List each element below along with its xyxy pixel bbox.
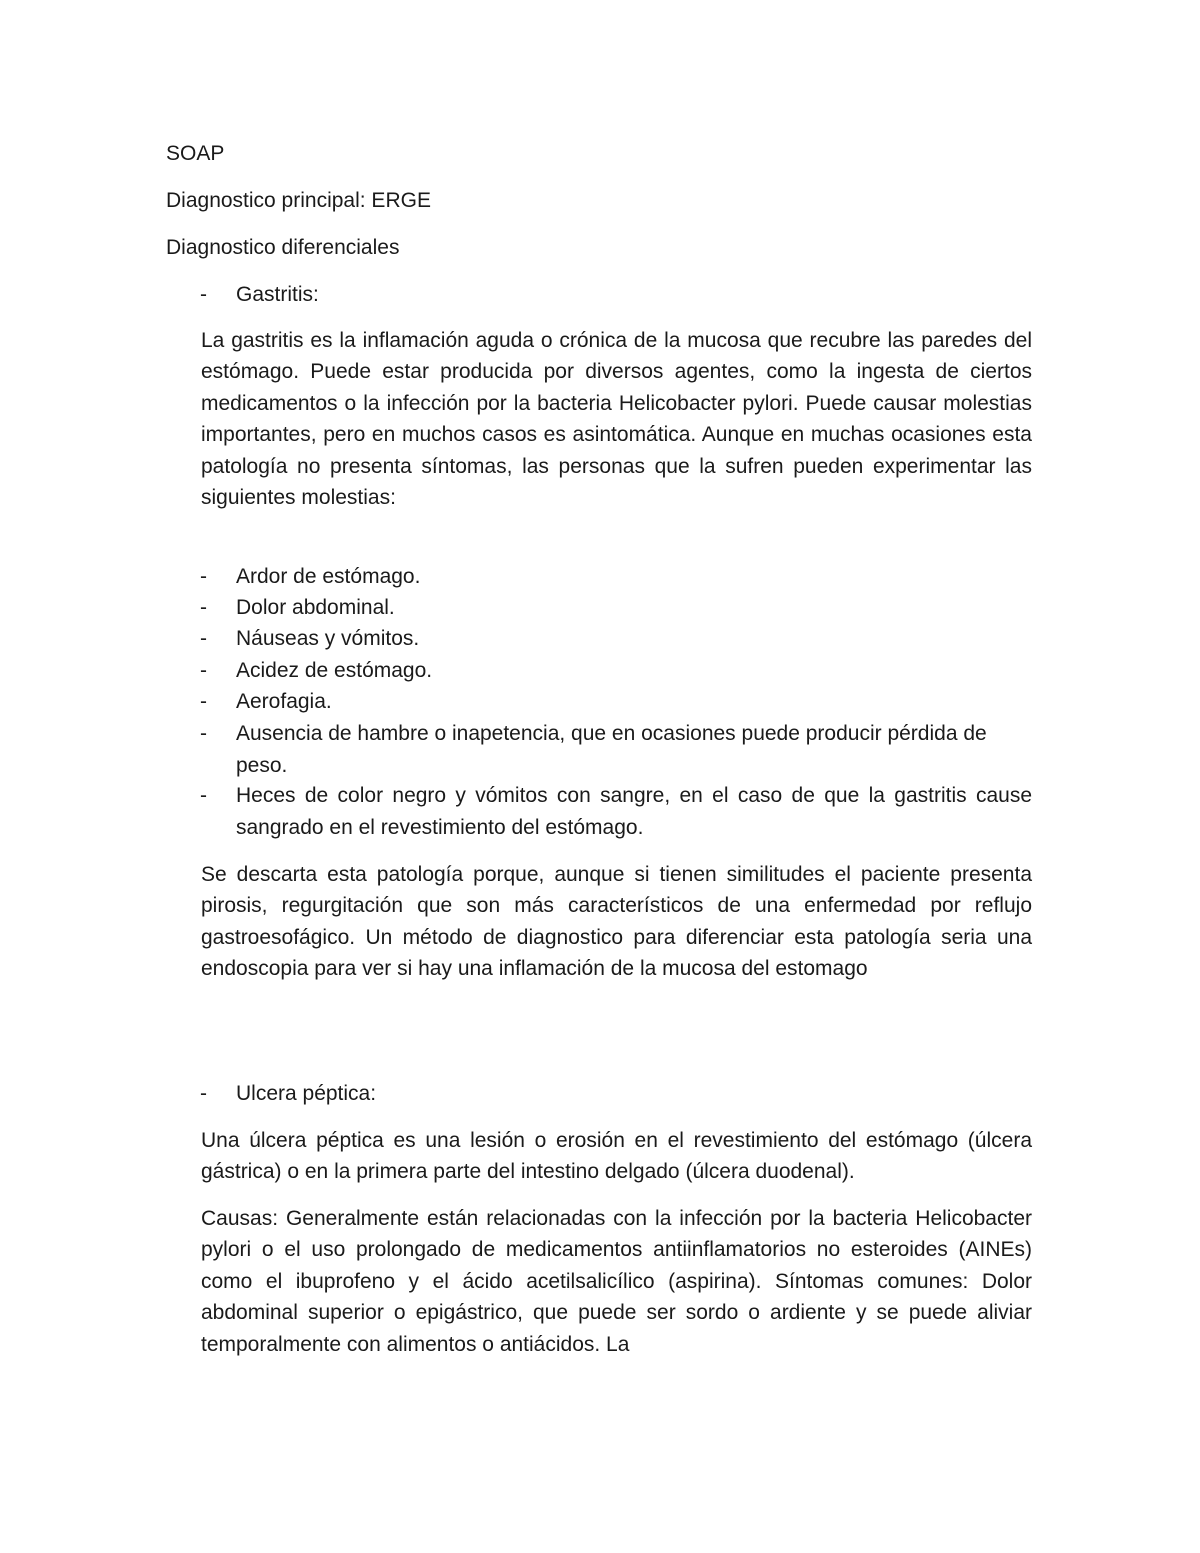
differentials-heading: Diagnostico diferenciales [166, 236, 400, 259]
bullet-marker: - [200, 659, 207, 682]
list-item: Aerofagia. [236, 690, 332, 713]
bullet-marker: - [200, 690, 207, 713]
ulcer-heading: Ulcera péptica: [236, 1082, 377, 1105]
gastritis-heading: Gastritis: [236, 283, 319, 306]
list-item: Acidez de estómago. [236, 659, 433, 682]
list-item: Náuseas y vómitos. [236, 627, 420, 650]
ulcer-causes: Causas: Generalmente están relacionadas con la infección por la bacteria Helicobacter pylori o el uso prolongado de medicamentos antiinflamatorios no esteroides (AINEs) como el ibuprofeno y el ácido acetilsalicílico (aspirina). Síntomas comunes: Dolor abdominal superior o epigástrico, que puede ser sordo o ardiente y se puede aliviar temporalmente con alimentos o antiácidos. La [201, 1207, 1032, 1356]
bullet-marker: - [200, 565, 207, 588]
gastritis-description: La gastritis es la inflamación aguda o crónica de la mucosa que recubre las paredes del estómago. Puede estar producida por diversos agentes, como la ingesta de ciertos medicamentos o la infección por la bacteria Helicobacter pylori. Puede causar molestias importantes, pero en muchos casos es asintomática. Aunque en muchas ocasiones esta patología no presenta síntomas, las personas que la sufren pueden experimentar las siguientes molestias: [201, 329, 1032, 510]
document-title: SOAP [166, 142, 225, 165]
list-item: Ardor de estómago. [236, 565, 421, 588]
bullet-marker: - [200, 784, 207, 807]
gastritis-conclusion: Se descarta esta patología porque, aunque si tienen similitudes el paciente presenta pirosis, regurgitación que son más característicos de una enfermedad por reflujo gastroesofágico. Un método de diagnostico para diferenciar esta patología seria una endoscopia para ver si hay una inflamación de la mucosa del estomago [201, 863, 1032, 981]
bullet-marker: - [200, 722, 207, 745]
ulcer-description: Una úlcera péptica es una lesión o erosión en el revestimiento del estómago (úlcera gástrica) o en la primera parte del intestino delgado (úlcera duodenal). [201, 1129, 1032, 1184]
main-diagnosis: Diagnostico principal: ERGE [166, 189, 431, 212]
bullet-marker: - [200, 596, 207, 619]
bullet-marker: - [200, 627, 207, 650]
list-item: Ausencia de hambre o inapetencia, que en ocasiones puede producir pérdida de peso. [236, 722, 987, 777]
list-item: Heces de color negro y vómitos con sangre, en el caso de que la gastritis cause sangrado en el revestimiento del estómago. [236, 784, 1032, 839]
bullet-marker: - [200, 283, 207, 306]
bullet-marker: - [200, 1082, 207, 1105]
list-item: Dolor abdominal. [236, 596, 395, 619]
